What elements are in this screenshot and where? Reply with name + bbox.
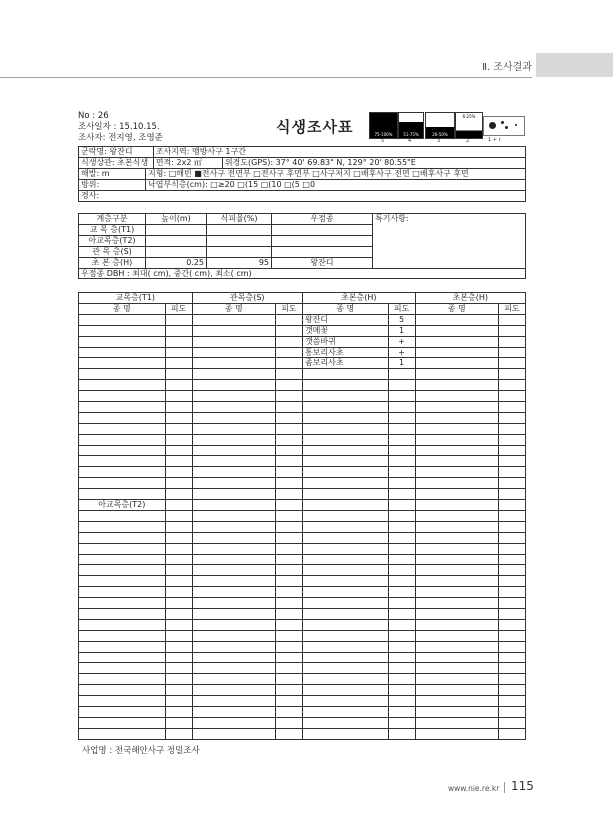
surveyor: 조사자: 전지영, 조영준 [78,133,163,143]
table-row [79,358,526,369]
table-row [79,608,526,619]
cover-box-4: 51-75% [398,112,424,139]
table-row [79,369,526,380]
gps-coordinates: 위경도(GPS): 37° 40' 69.83" N, 129° 20' 80.55"E [222,157,525,168]
table-row [79,347,526,358]
table-row [79,336,526,347]
site-info-table [78,146,526,202]
project-name: 사업명 : 전국해안사구 정밀조사 [82,746,200,756]
table-row [79,565,526,576]
table-row [79,706,526,717]
dbh: 우점종 DBH : 최대( cm), 중간( cm), 최소( cm) [79,268,526,279]
table-row [79,598,526,609]
section-title: Ⅱ. 조사결과 [482,62,532,73]
cover-num-2: 2 [466,138,470,144]
herb-species-name: 왕잔디 [302,314,388,325]
survey-date: 조사일자 : 15.10.15. [78,122,160,132]
cover-box-5: 75-100% [369,112,398,139]
survey-region: 조사지역: 맹방사구 1구간 [153,147,525,158]
herb-species-cover: + [388,347,415,358]
herb-species-cover: 1 [388,358,415,369]
table-row [79,587,526,598]
layer-name: 초 본 층(H) [79,257,146,268]
table-row [79,445,526,456]
herb-height: 0.25 [146,257,207,268]
cover-legend [483,116,525,136]
table-row [79,674,526,685]
aspect: 방위: [79,179,146,190]
slope: 경사: [79,190,526,201]
table-row [79,728,526,739]
herb-species-name: 통보리사초 [302,347,388,358]
herb-species-name: 갯씀바귀 [302,336,388,347]
table-row [79,532,526,543]
table-row [79,717,526,728]
table-row [79,423,526,434]
herb-species-cover: 1 [388,325,415,336]
plot-area: 면적: 2x2 ㎡ [153,157,222,168]
table-row [79,434,526,445]
table-row [79,500,526,511]
herb-species-name: 좀보리사초 [302,358,388,369]
form-number: No : 26 [78,111,109,121]
subtree-layer-label: 아교목층(T2) [79,500,166,511]
herb-dominant: 왕잔디 [272,257,373,268]
cover-num-5: 5 [381,138,385,144]
table-row [79,391,526,402]
table-row [79,521,526,532]
litter-layer: 낙엽부식층(cm): □≥20 □(15 □(10 □(5 □0 [146,179,526,190]
species-table: 교목층(T1) 관목층(S) 초본층(H) 초본층(H) 종 명 피도 종 명 피도 종 명 피도 종 명 피도 왕잔디 5 갯메꽃 1 갯씀바귀 + 통보리사초 + 좀보리사초 1 아교목층(T2) [78,292,526,740]
table-row [79,576,526,587]
layer-table [78,213,526,279]
cover-box-2: 6-25% [455,112,483,139]
height-header: 높이(m) [146,214,207,225]
layer-name: 아교목층(T2) [79,235,146,246]
dominant-header: 우점종 [272,214,373,225]
herb-species-name: 갯메꽃 [302,325,388,336]
table-row [79,314,526,325]
table-row [79,412,526,423]
table-row [79,478,526,489]
table-row [79,510,526,521]
table-row [79,630,526,641]
group-header-h2: 초본층(H) [415,293,525,304]
table-row [79,489,526,500]
herb-cover: 95 [207,257,272,268]
layer-name: 관 목 층(S) [79,246,146,257]
header-rule [0,77,532,78]
cover-num-4: 4 [408,138,412,144]
table-row [79,456,526,467]
table-row [79,554,526,565]
cover-num-3: 3 [437,138,441,144]
page-number: 115 [511,779,534,793]
group-header-h: 초본층(H) [302,293,415,304]
table-row [79,619,526,630]
footer-url: www.nie.re.kr [448,784,500,793]
remarks: 특기사항: [373,214,526,269]
table-row [79,325,526,336]
cover-box-3: 26-50% [425,112,455,139]
form-title: 식생조사표 [276,118,354,136]
footer-separator [504,782,505,793]
layer-header: 계층구분 [79,214,146,225]
table-row [79,685,526,696]
legend-nums: 1 + r [488,137,501,143]
herb-species-cover: + [388,336,415,347]
layer-name: 교 목 층(T1) [79,224,146,235]
cover-header: 식피율(%) [207,214,272,225]
elevation: 해발: m [79,168,146,179]
table-row [79,543,526,554]
table-row [79,402,526,413]
physiognomy: 식생상관: 초본식생 [79,157,154,168]
table-row [79,467,526,478]
table-row [79,663,526,674]
table-row [79,380,526,391]
table-row [79,652,526,663]
table-row [79,696,526,707]
section-tab [536,53,613,77]
group-header-t1: 교목층(T1) [79,293,193,304]
group-header-s: 관목층(S) [192,293,302,304]
herb-species-cover: 5 [388,314,415,325]
group-name: 군락명: 왕잔디 [79,147,154,158]
terrain: 지형: □해빈 ■전사구 전면부 □전사구 후면부 □사구저지 □배후사구 전면 □배후사구 후면 [146,168,526,179]
table-row [79,641,526,652]
